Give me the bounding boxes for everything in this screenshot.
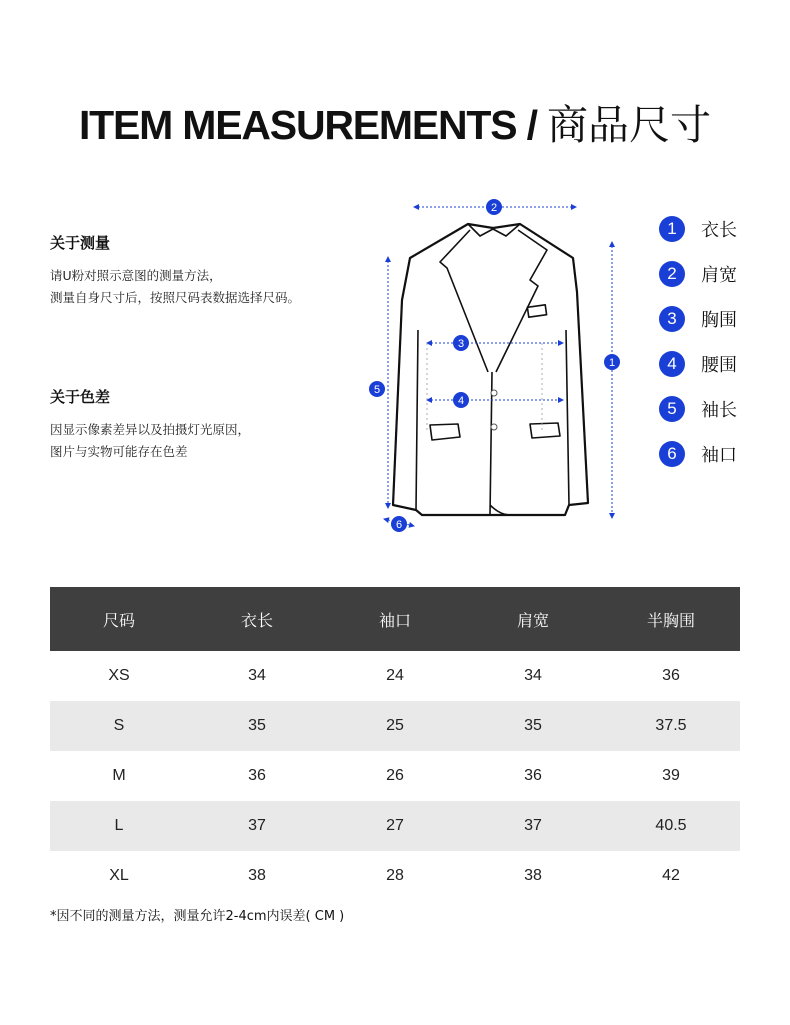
legend-label: 袖长 bbox=[701, 399, 737, 421]
legend-number-icon: 2 bbox=[659, 261, 685, 287]
header-cuff: 袖口 bbox=[326, 587, 464, 651]
page-title-cn: 商品尺寸 bbox=[547, 101, 712, 149]
legend-label: 腰围 bbox=[701, 354, 737, 376]
size-table-header bbox=[50, 587, 740, 651]
measurement-legend bbox=[659, 206, 737, 476]
table-row bbox=[50, 801, 740, 851]
table-cell: 38 bbox=[248, 867, 266, 884]
measurement-note-line: 测量自身尺寸后，按照尺码表数据选择尺码。 bbox=[50, 290, 301, 305]
legend-label: 衣长 bbox=[701, 219, 737, 241]
marker-3-icon bbox=[453, 335, 469, 351]
table-cell: 25 bbox=[326, 701, 464, 751]
legend-item bbox=[659, 341, 737, 386]
table-cell: 37.5 bbox=[602, 701, 740, 751]
table-cell: L bbox=[50, 801, 188, 851]
measurement-footnote: *因不同的测量方法，测量允许2-4cm内误差( CM ) bbox=[50, 909, 345, 924]
table-cell: XS bbox=[108, 667, 130, 684]
table-cell: 37 bbox=[464, 801, 602, 851]
measurement-note-heading: 关于测量 bbox=[50, 234, 111, 252]
table-cell: S bbox=[50, 701, 188, 751]
legend-label: 袖口 bbox=[701, 444, 737, 466]
color-note-line: 图片与实物可能存在色差 bbox=[50, 444, 188, 459]
table-row bbox=[50, 851, 740, 901]
header-half-chest: 半胸围 bbox=[602, 587, 740, 651]
table-cell: 36 bbox=[524, 767, 542, 784]
legend-number-icon: 3 bbox=[659, 306, 685, 332]
table-cell: 42 bbox=[662, 867, 680, 884]
marker-1-icon bbox=[604, 354, 620, 370]
marker-4-icon bbox=[453, 392, 469, 408]
legend-item bbox=[659, 251, 737, 296]
table-cell: 40.5 bbox=[602, 801, 740, 851]
table-row bbox=[50, 701, 740, 751]
legend-number-icon: 4 bbox=[659, 351, 685, 377]
size-table bbox=[50, 587, 740, 901]
measurement-note-line: 请U粉对照示意图的测量方法， bbox=[50, 268, 222, 283]
svg-text:5: 5 bbox=[373, 384, 381, 396]
table-cell: 26 bbox=[386, 767, 404, 784]
header-shoulder: 肩宽 bbox=[464, 587, 602, 651]
color-note bbox=[50, 386, 250, 463]
table-cell: 27 bbox=[326, 801, 464, 851]
marker-2-icon bbox=[486, 199, 502, 215]
header-length: 衣长 bbox=[188, 587, 326, 651]
legend-label: 肩宽 bbox=[701, 264, 737, 286]
svg-text:3: 3 bbox=[457, 338, 465, 350]
table-cell: 35 bbox=[464, 701, 602, 751]
table-cell: 24 bbox=[386, 667, 404, 684]
color-note-heading: 关于色差 bbox=[50, 388, 111, 406]
legend-item bbox=[659, 386, 737, 431]
legend-number-icon: 6 bbox=[659, 441, 685, 467]
page-title-en: ITEM MEASUREMENTS / bbox=[78, 102, 537, 148]
legend-number-icon: 5 bbox=[659, 396, 685, 422]
marker-5-icon bbox=[369, 381, 385, 397]
legend-number-icon: 1 bbox=[659, 216, 685, 242]
table-row bbox=[50, 751, 740, 801]
legend-item bbox=[659, 296, 737, 341]
measurement-note bbox=[50, 232, 300, 309]
header-size: 尺码 bbox=[50, 587, 188, 651]
legend-item bbox=[659, 206, 737, 251]
table-cell: 36 bbox=[662, 667, 680, 684]
table-cell: 34 bbox=[248, 667, 266, 684]
marker-6-icon bbox=[391, 516, 407, 532]
legend-label: 胸围 bbox=[701, 309, 737, 331]
jacket-button bbox=[491, 424, 497, 430]
legend-item bbox=[659, 431, 737, 476]
table-cell: M bbox=[112, 767, 126, 784]
table-cell: 28 bbox=[386, 867, 404, 884]
jacket-diagram bbox=[350, 185, 640, 540]
jacket-button bbox=[491, 390, 497, 396]
svg-text:2: 2 bbox=[490, 202, 498, 214]
table-cell: 36 bbox=[248, 767, 266, 784]
svg-text:4: 4 bbox=[457, 395, 465, 407]
svg-text:6: 6 bbox=[395, 519, 403, 531]
table-cell: 34 bbox=[524, 667, 542, 684]
table-cell: 38 bbox=[524, 867, 542, 884]
table-cell: 35 bbox=[188, 701, 326, 751]
svg-text:1: 1 bbox=[608, 357, 616, 369]
table-cell: XL bbox=[109, 867, 129, 884]
table-cell: 39 bbox=[662, 767, 680, 784]
table-cell: 37 bbox=[188, 801, 326, 851]
color-note-line: 因显示像素差异以及拍摄灯光原因， bbox=[50, 422, 251, 437]
page-title bbox=[0, 92, 790, 151]
table-row bbox=[50, 651, 740, 701]
